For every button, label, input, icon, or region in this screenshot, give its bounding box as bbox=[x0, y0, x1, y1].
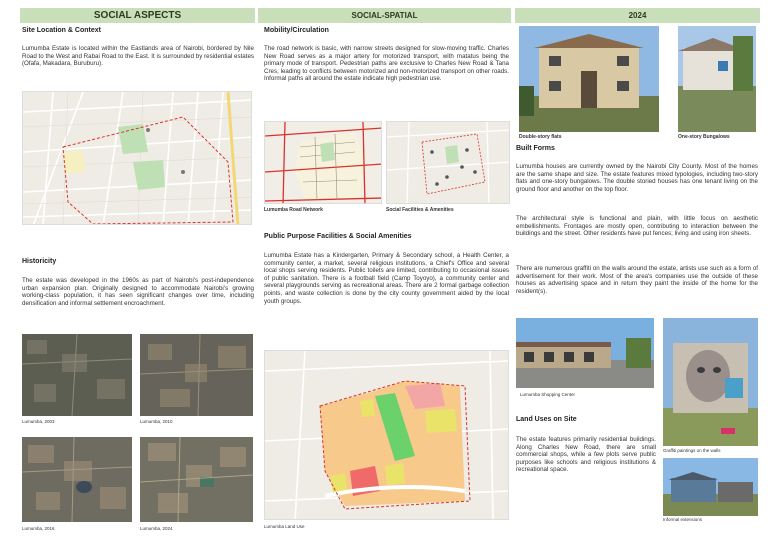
satellite-2010-caption: Lumumba, 2010 bbox=[140, 419, 173, 424]
header-2024: 2024 bbox=[515, 8, 760, 23]
satellite-2016-caption: Lumumba, 2016 bbox=[22, 526, 55, 531]
satellite-2010 bbox=[140, 334, 253, 416]
header-social-spatial: SOCIAL-SPATIAL bbox=[258, 8, 511, 23]
social-facilities-map bbox=[386, 121, 510, 204]
site-location-title: Site Location & Context bbox=[22, 27, 101, 34]
land-use-graphic bbox=[265, 351, 509, 520]
site-location-map bbox=[22, 91, 252, 225]
satellite-2003-graphic bbox=[22, 334, 132, 416]
built-forms-title: Built Forms bbox=[516, 145, 555, 152]
built-forms-text-2: The architectural style is functional and plain, with little focus on aesthetic embellishments. Frontages are mostly open, contributing to interaction between the buildings and the street. Other residents have put fences; living and using iron sheets. bbox=[516, 215, 758, 238]
double-story-flats-graphic bbox=[519, 26, 659, 132]
informal-extensions-caption: Informal extensions bbox=[663, 517, 703, 522]
photo-one-story-bungalows bbox=[678, 26, 756, 132]
built-forms-text-1: Lumumba houses are currently owned by the Nairobi City County. Most of the homes are the same shape and size. The estate features mixed typologies, including two-story flats and one-story bungalows. The double storied houses has one tenant living on the ground floor and another on the top floor. bbox=[516, 163, 758, 193]
social-facilities-graphic bbox=[387, 122, 510, 204]
built-forms-text-3: There are numerous graffiti on the walls around the estate, artists use such as a form of advertisement for their work. Most of the area's companies use the outside of these houses as advertising space and in return they paint the inside of the home for the resident(s). bbox=[516, 265, 758, 295]
satellite-2003 bbox=[22, 334, 132, 416]
photo-graffiti bbox=[663, 318, 758, 446]
satellite-2024 bbox=[140, 437, 253, 522]
land-use-map bbox=[264, 350, 509, 520]
site-map-graphic bbox=[23, 92, 252, 225]
graffiti-caption: Graffiti paintings on the walls bbox=[663, 448, 721, 453]
land-uses-text: The estate features primarily residential buildings. Along Charles New Road, there are small commercial shops, while a few plots serve public purposes like schools and religious institutions & recreational space. bbox=[516, 436, 656, 474]
satellite-2016-graphic bbox=[22, 437, 132, 522]
facilities-text: Lumumba Estate has a Kindergarten, Primary & Secondary school, a Health Center, a community center, a market, several religious institutions, a Chief's Office and several local shops serving residents. Public toilets are limited, contributing to occasional issues of public sanitation. There is a football field (Camp Toyoyo), a community center and several playgrounds serving as recreational areas. There are 2 formal garbage collection points, and waste collection is done by the city county government aided by the local youth groups. bbox=[264, 252, 509, 305]
photo-shopping-center bbox=[516, 318, 654, 388]
road-network-graphic bbox=[265, 122, 382, 204]
road-network-caption: Lumumba Road Network bbox=[264, 207, 323, 213]
land-use-caption: Lumumba Land Use bbox=[264, 524, 305, 529]
shopping-center-graphic bbox=[516, 318, 654, 388]
historicity-text: The estate was developed in the 1960s as part of Nairobi's post-independence urban expansion plan. Originally designed to accommodate Nairobi's growing working-class population, it has seen significant changes over time, including densification and informal settlement encroachment. bbox=[22, 277, 254, 307]
satellite-2003-caption: Lumumba, 2003 bbox=[22, 419, 55, 424]
satellite-2024-caption: Lumumba, 2024 bbox=[140, 526, 173, 531]
satellite-2016 bbox=[22, 437, 132, 522]
social-facilities-caption: Social Facilities & Amenities bbox=[386, 207, 454, 213]
satellite-2010-graphic bbox=[140, 334, 253, 416]
shopping-center-caption: Lumumba Shopping Center bbox=[520, 392, 576, 397]
facilities-title: Public Purpose Facilities & Social Amenities bbox=[264, 233, 412, 240]
graffiti-graphic bbox=[663, 318, 758, 446]
mobility-title: Mobility/Circulation bbox=[264, 27, 329, 34]
land-uses-title: Land Uses on Site bbox=[516, 416, 577, 423]
historicity-title: Historicity bbox=[22, 258, 57, 265]
photo-double-story-flats bbox=[519, 26, 659, 132]
site-location-text: Lumumba Estate is located within the Eastlands area of Nairobi, bordered by Nile Road to the West and Rabai Road to the East. It is surrounded by residential estates (Ofafa, Makadara, Buruburu). bbox=[22, 45, 254, 68]
header-social-aspects: SOCIAL ASPECTS bbox=[20, 8, 255, 23]
double-story-flats-caption: Double-story flats bbox=[519, 134, 562, 140]
photo-informal-extensions bbox=[663, 458, 758, 516]
satellite-2024-graphic bbox=[140, 437, 253, 522]
one-story-bungalows-graphic bbox=[678, 26, 756, 132]
road-network-map bbox=[264, 121, 382, 204]
mobility-text: The road network is basic, with narrow streets designed for slow-moving traffic. Charles New Road serves as a major artery for motorized transport, with matatus being the primary mode of transport. Pedestrian paths are exclusive to Charles New Road & Tana Cres, leading to conflicts between motorized and non-motorized transport on other roads. Informal paths all around the estate indicate high pedestrian use. bbox=[264, 45, 509, 83]
one-story-bungalows-caption: One-story Bungalows bbox=[678, 134, 730, 140]
informal-extensions-graphic bbox=[663, 458, 758, 516]
